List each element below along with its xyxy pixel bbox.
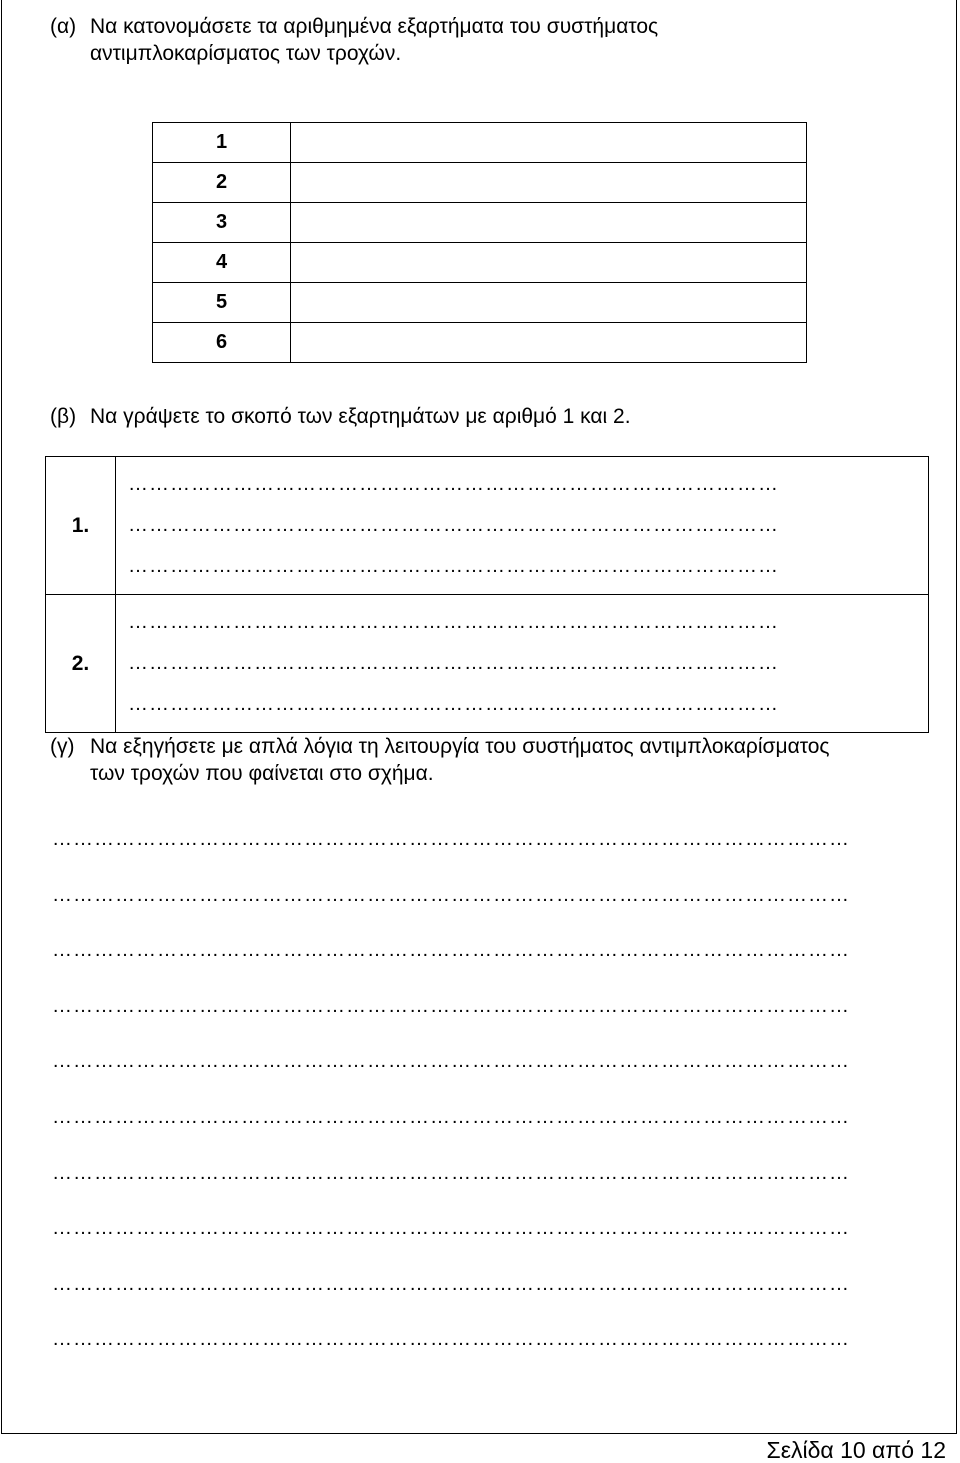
question-c-line-2: των τροχών που φαίνεται στο σχήμα. [90, 762, 434, 785]
question-a-line-2: αντιμπλοκαρίσματος των τροχών. [90, 42, 402, 65]
dotted-line: ………………………………………………………………………………… [128, 555, 779, 577]
dotted-line: ………………………………………………………………………………… [128, 473, 779, 495]
answer-line: …………………………………………………………………………………………………… [52, 1328, 850, 1351]
dotted-line: ………………………………………………………………………………… [128, 611, 779, 633]
table-row [153, 123, 807, 163]
purpose-table [45, 456, 929, 733]
component-answer-cell[interactable] [291, 203, 807, 243]
answer-line: …………………………………………………………………………………………………… [52, 1105, 850, 1128]
component-answer-cell[interactable] [291, 323, 807, 363]
table-row [153, 163, 807, 203]
components-table [152, 122, 807, 363]
question-b-text: Να γράψετε το σκοπό των εξαρτημάτων με αριθμό 1 και 2. [90, 405, 631, 428]
purpose-answer-cell[interactable] [116, 457, 929, 595]
answer-line: …………………………………………………………………………………………………… [52, 1161, 850, 1184]
component-number: 3 [153, 203, 291, 243]
purpose-label: 1. [46, 457, 116, 595]
purpose-answer-cell[interactable] [116, 595, 929, 733]
table-row [153, 203, 807, 243]
component-answer-cell[interactable] [291, 283, 807, 323]
table-row [46, 457, 929, 595]
page-number: Σελίδα 10 από 12 [766, 1437, 946, 1463]
answer-line: …………………………………………………………………………………………………… [52, 939, 850, 962]
answer-line: …………………………………………………………………………………………………… [52, 828, 850, 850]
question-b-label: (β) [50, 405, 77, 428]
table-row [46, 595, 929, 733]
dotted-line: ………………………………………………………………………………… [128, 693, 779, 715]
table-row [153, 323, 807, 363]
table-row [153, 243, 807, 283]
question-a-label: (α) [50, 15, 77, 38]
question-a-text-1: Να κατονομάσετε τα αριθμημένα εξαρτήματα του συστήματος [90, 15, 659, 38]
answer-line: …………………………………………………………………………………………………… [52, 883, 850, 906]
answer-line: …………………………………………………………………………………………………… [52, 1217, 850, 1240]
question-b-line [50, 404, 631, 430]
component-answer-cell[interactable] [291, 243, 807, 283]
table-row [153, 283, 807, 323]
component-answer-cell[interactable] [291, 123, 807, 163]
answer-line: …………………………………………………………………………………………………… [52, 994, 850, 1017]
question-a-line-1 [50, 14, 658, 40]
component-number: 2 [153, 163, 291, 203]
component-number: 1 [153, 123, 291, 163]
question-c-text-1: Να εξηγήσετε με απλά λόγια τη λειτουργία του συστήματος αντιμπλοκαρίσματος [90, 735, 830, 758]
answer-line: …………………………………………………………………………………………………… [52, 1050, 850, 1073]
component-number: 5 [153, 283, 291, 323]
purpose-label: 2. [46, 595, 116, 733]
dotted-line: ………………………………………………………………………………… [128, 514, 779, 536]
dotted-line: ………………………………………………………………………………… [128, 652, 779, 674]
question-c-line-1 [50, 734, 830, 760]
component-answer-cell[interactable] [291, 163, 807, 203]
component-number: 6 [153, 323, 291, 363]
component-number: 4 [153, 243, 291, 283]
answer-line: …………………………………………………………………………………………………… [52, 1272, 850, 1295]
question-c-label: (γ) [50, 735, 75, 758]
answer-area[interactable] [52, 812, 942, 1368]
